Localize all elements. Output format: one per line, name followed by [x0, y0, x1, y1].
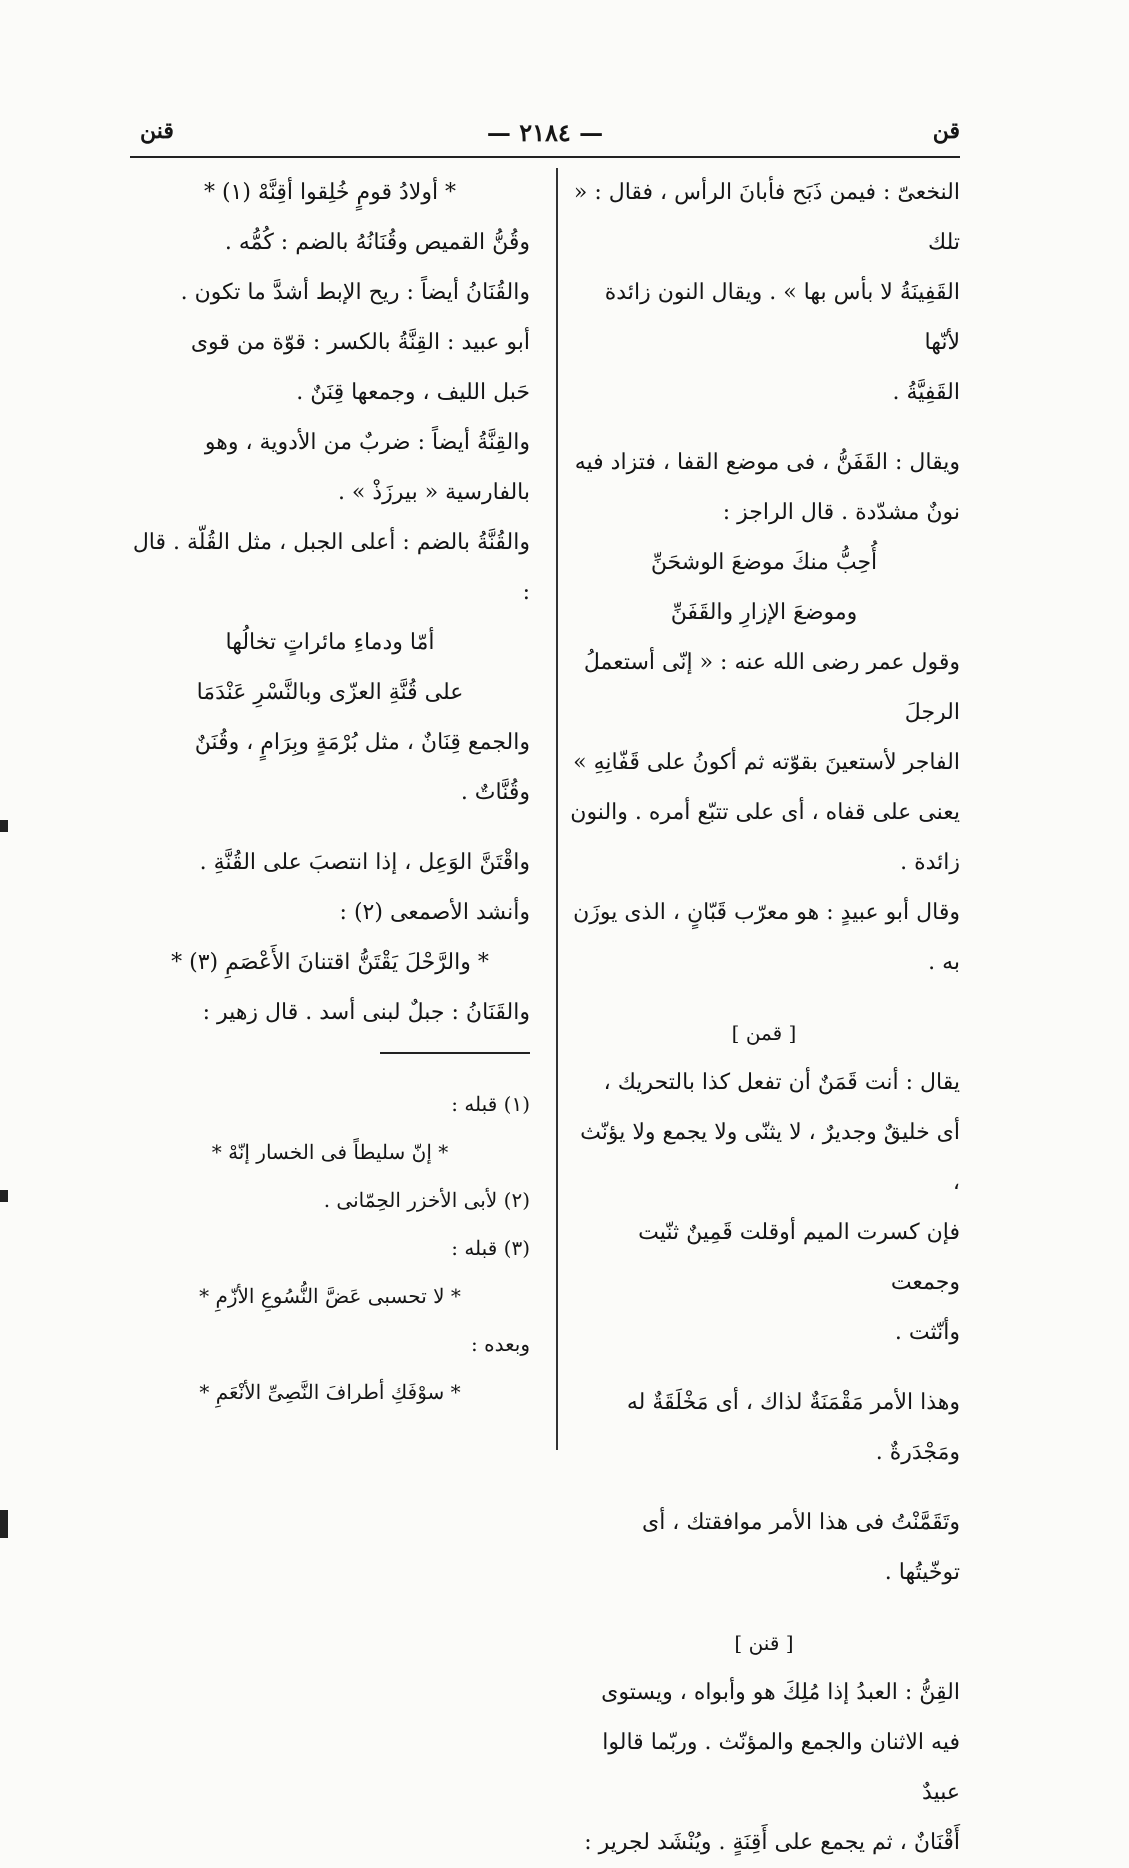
left-column-body [130, 168, 530, 1038]
footnote-rule [380, 1052, 530, 1054]
text-line: وقول عمر رضى الله عنه : « إنّى أستعملُ الرجلَ [583, 650, 960, 725]
section-heading: [ قنن ] [734, 1631, 794, 1655]
text-line: والقِنَّةُ أيضاً : ضربٌ من الأدوية ، وهو [204, 430, 530, 455]
text-line: نونٌ مشدّدة . قال الراجز : [722, 500, 960, 525]
text-line: وقال أبو عبيدٍ : هو معرّب قَبّانٍ ، الذى يوزَن به . [573, 900, 960, 975]
text-line: القَفِيَّةُ . [892, 380, 960, 405]
left-column [130, 168, 530, 1416]
header-keyword-right: قن [932, 118, 960, 144]
header-keyword-left: قنن [140, 118, 174, 144]
text-line: ويقال : القَفَنُّ ، فى موضع القفا ، فتزاد فيه [574, 450, 960, 475]
text-line: وأنشد الأصمعى (٢) : [339, 900, 530, 925]
text-line: والقُنَانُ أيضاً : ريح الإبط أشدَّ ما تكون . [180, 280, 530, 305]
verse-line: * إنّ سليطاً فى الخسار إنّهْ * [211, 1140, 449, 1164]
verse-line: * لا تحسبى عَضَّ النُّسُوعِ الأزّمِ * [199, 1284, 461, 1308]
text-line: الفاجر لأستعينَ بقوّته ثم أكونُ على قَفّانِهِ » [573, 750, 960, 775]
verse-line: * سوْفَكِ أطرافَ النَّصِىِّ الأنْعَمِ * [199, 1380, 461, 1404]
text-line: (٣) قبله : [451, 1236, 530, 1260]
scan-edge-mark [0, 1510, 8, 1538]
text-line: توخّيتُها . [884, 1560, 960, 1585]
verse-line: أمّا ودماءِ مائراتٍ تخالُها [225, 630, 435, 655]
footnotes [130, 1080, 530, 1416]
text-line: حَبل الليف ، وجمعها قِنَنٌ . [296, 380, 530, 405]
column-divider [556, 168, 558, 1450]
section-heading: [ قمن ] [731, 1021, 797, 1045]
scan-edge-mark [0, 820, 8, 832]
text-line: (٢) لأبى الأخزر الحِمّانى . [323, 1188, 530, 1212]
text-line: وهذا الأمر مَقْمَنَةٌ لذاك ، أى مَخْلَقَةٌ له [626, 1390, 960, 1415]
text-line: القَفِينَةُ لا بأس بها » . ويقال النون زائدة لأنّها [604, 280, 960, 355]
text-line: أى خليقٌ وجديرٌ ، لا يثنّى ولا يجمع ولا يؤنّث ، [580, 1120, 960, 1195]
text-line: وتَقَمَّنْتُ فى هذا الأمر موافقتك ، أى [641, 1510, 960, 1535]
text-line: النخعىّ : فيمن ذَبَح فأبانَ الرأس ، فقال : « تلك [573, 180, 960, 255]
text-line: والقَنَانُ : جبلٌ لبنى أسد . قال زهير : [202, 1000, 530, 1025]
text-line: القِنُّ : العبدُ إذا مُلِكَ هو وأبواه ، ويستوى [601, 1680, 960, 1705]
text-line: ومَجْدَرةٌ . [875, 1440, 960, 1465]
text-line: يعنى على قفاه ، أى على تتبّع أمره . والنون زائدة . [570, 800, 960, 875]
right-column [568, 168, 960, 1868]
text-line: فإن كسرت الميم أوقلت قَمِينٌ ثنّيت وجمعت [638, 1220, 960, 1295]
page-number: — ٢١٨٤ — [486, 118, 604, 147]
paragraph-gap [568, 1478, 960, 1498]
text-line: واقْتَنَّ الوَعِل ، إذا انتصبَ على القُنَّةِ . [199, 850, 530, 875]
paragraph-gap [568, 1358, 960, 1378]
page-header [130, 118, 960, 158]
verse-line: * أولادُ قومٍ خُلِقوا أقِنَّهْ (١) * [203, 180, 457, 205]
paragraph-gap [130, 818, 530, 838]
text-line: والقُنَّةُ بالضم : أعلى الجبل ، مثل القُلّة . قال : [132, 530, 530, 605]
text-line: يقال : أنت قَمَنٌ أن تفعل كذا بالتحريك ، [603, 1070, 960, 1095]
verse-line: على قُنَّةِ العزّى وبالنَّسْرِ عَنْدَمَا [196, 680, 464, 705]
text-line: وبعده : [471, 1332, 530, 1356]
text-line: (١) قبله : [451, 1092, 530, 1116]
text-line: وقُنَّاتٌ . [460, 780, 530, 805]
paragraph-gap [568, 988, 960, 1008]
verse-line: أُحِبُّ منكَ موضعَ الوشحَنِّ [650, 550, 878, 575]
paragraph-gap [568, 418, 960, 438]
text-line: أَقْنَانٌ ، ثم يجمع على أَقِنَةٍ . ويُنْشَد لجرير : [584, 1830, 960, 1855]
text-line: وقُنُّ القميص وقُنَانُهُ بالضم : كُمُّه . [224, 230, 530, 255]
text-line: والجمع قِنَانٌ ، مثل بُرْمَةٍ وبِرَامٍ ، وقُنَنٌ [194, 730, 530, 755]
text-line: أبو عبيد : القِنَّةُ بالكسر : قوّة من قوى [190, 330, 530, 355]
verse-line: * والرَّحْلَ يَقْتَنُّ اقتنانَ الأَعْصَمِ (٣) * [171, 950, 489, 975]
text-line: بالفارسية « بيرزَذْ » . [337, 480, 530, 505]
text-line: وأنّثت . [894, 1320, 960, 1345]
scan-edge-mark [0, 1190, 8, 1202]
verse-line: وموضعَ الإزارِ والقَفَنِّ [670, 600, 858, 625]
header-rule [130, 156, 960, 158]
text-line: فيه الاثنان والجمع والمؤنّث . وربّما قالوا عبيدٌ [602, 1730, 960, 1805]
paragraph-gap [568, 1598, 960, 1618]
